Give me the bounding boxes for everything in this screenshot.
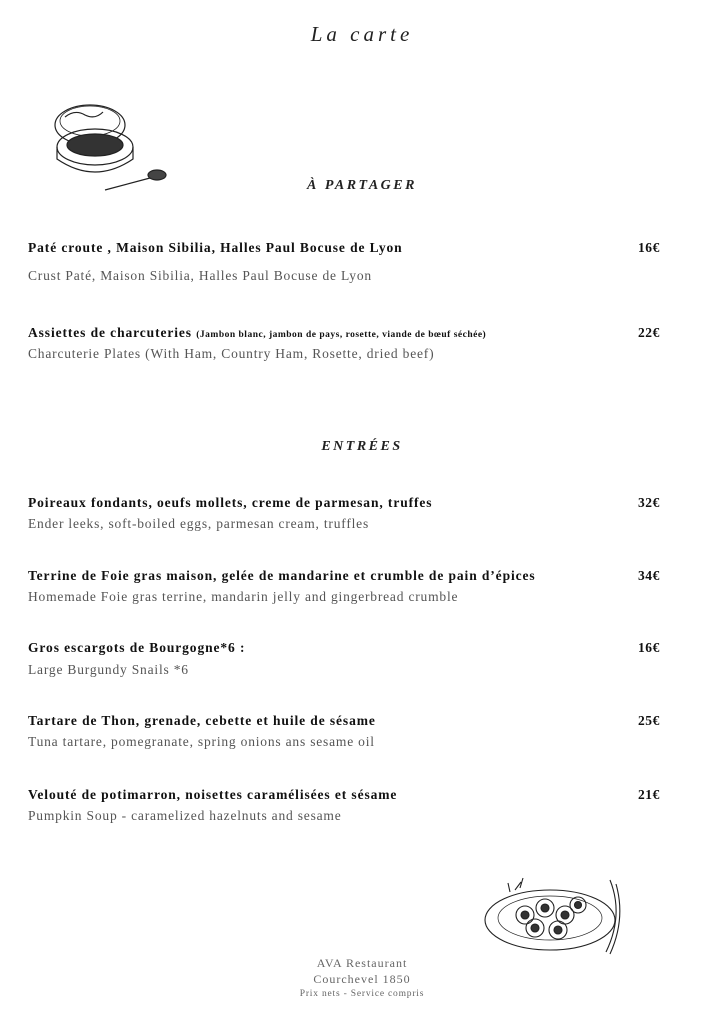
item-price: 25€ <box>637 713 660 728</box>
item-price: 32€ <box>637 495 660 510</box>
item-note: (Jambon blanc, jambon de pays, rosette, viande de bœuf séchée) <box>196 330 487 340</box>
page-title: La carte <box>310 22 414 46</box>
menu-item <box>28 325 668 362</box>
item-description: Crust Paté, Maison Sibilia, Halles Paul Bocuse de Lyon <box>28 268 372 283</box>
item-price: 34€ <box>637 568 660 583</box>
item-name: Assiettes de charcuteries <box>28 325 192 340</box>
item-name: Velouté de potimarron, noisettes caramélisées et sésame <box>28 787 398 802</box>
menu-item <box>28 568 668 605</box>
item-name: Poireaux fondants, oeufs mollets, creme de parmesan, truffes <box>28 495 433 510</box>
item-description: Ender leeks, soft-boiled eggs, parmesan cream, truffles <box>28 516 370 531</box>
item-price: 16€ <box>637 240 660 255</box>
item-price: 21€ <box>637 787 660 802</box>
menu-item <box>28 240 668 284</box>
footer-location: Courchevel 1850 <box>313 972 411 986</box>
item-price: 16€ <box>637 640 660 655</box>
menu-item <box>28 713 668 750</box>
item-name: Paté croute , Maison Sibilia, Halles Paul Bocuse de Lyon <box>28 240 403 255</box>
item-name: Gros escargots de Bourgogne*6 : <box>28 640 246 655</box>
escargot-plate-illustration <box>480 870 630 960</box>
item-price: 22€ <box>637 325 660 340</box>
item-name: Tartare de Thon, grenade, cebette et huile de sésame <box>28 713 376 728</box>
footer-pricing-note: Prix nets - Service compris <box>299 989 425 999</box>
item-description: Large Burgundy Snails *6 <box>28 662 189 677</box>
section-heading-a-partager: À PARTAGER <box>307 178 417 193</box>
menu-item <box>28 787 668 824</box>
item-description: Tuna tartare, pomegranate, spring onions ans sesame oil <box>28 734 375 749</box>
section-heading-entrees: ENTRÉES <box>321 439 403 454</box>
item-description: Charcuterie Plates (With Ham, Country Ham, Rosette, dried beef) <box>28 346 435 361</box>
menu-item <box>28 640 668 678</box>
item-name: Terrine de Foie gras maison, gelée de mandarine et crumble de pain d’épices <box>28 568 536 583</box>
footer-restaurant-name: AVA Restaurant <box>316 956 408 970</box>
item-description: Pumpkin Soup - caramelized hazelnuts and sesame <box>28 808 342 823</box>
item-description: Homemade Foie gras terrine, mandarin jelly and gingerbread crumble <box>28 589 459 604</box>
menu-item <box>28 495 668 532</box>
